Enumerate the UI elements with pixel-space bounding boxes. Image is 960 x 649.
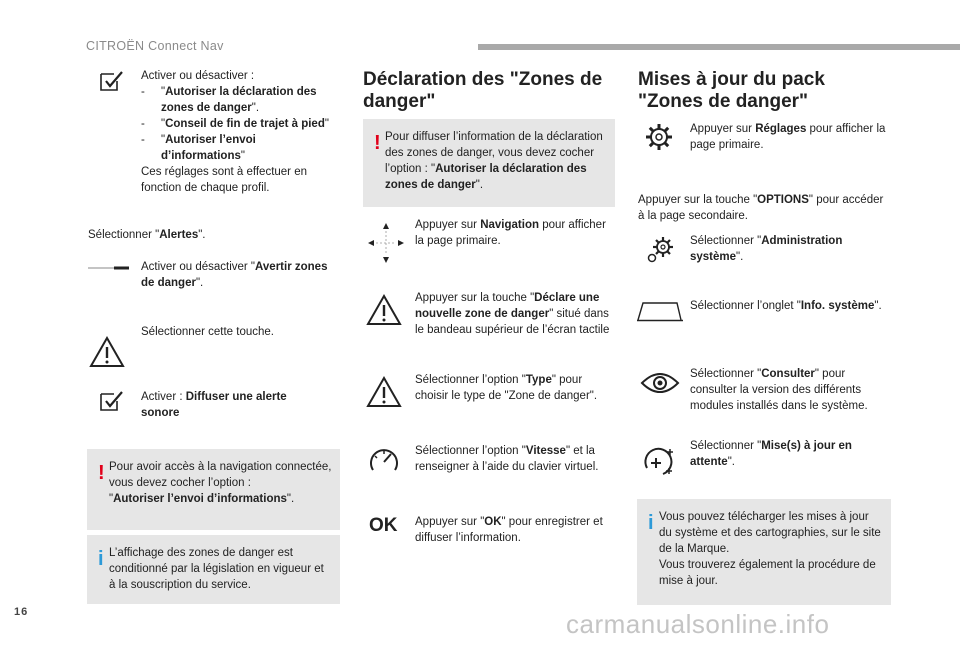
checkbox-icon (100, 390, 126, 412)
header-title: CITROËN Connect Nav (86, 39, 224, 53)
step-pending-updates: Sélectionner "Mise(s) à jour en attente". (690, 440, 852, 468)
info-text: Vous pouvez télécharger les mises à jour du système et des cartographies, sur le site de la Marque. Vous trouverez également la procédure de mise à jour. (659, 511, 881, 587)
header-bar (478, 44, 960, 50)
options-instruction: Appuyer sur la touche "OPTIONS" pour accéder à la page secondaire. (638, 194, 884, 222)
sound-alert-step: Activer : Diffuser une alerte sonore (141, 391, 287, 419)
warning-triangle-icon (89, 336, 125, 368)
step-info-tab: Sélectionner l’onglet "Info. système". (690, 300, 882, 312)
step-press-ok: Appuyer sur "OK" pour enregistrer et diffuser l’information. (415, 516, 603, 544)
list-item: - "Autoriser la déclaration des zones de danger". (141, 86, 317, 114)
update-plus-icon (642, 446, 676, 476)
warning-triangle-icon (366, 376, 402, 408)
info-icon: i (648, 512, 654, 534)
warning-text: Pour diffuser l’information de la déclaration des zones de danger, vous devez cocher l’option : "Autoriser la déclaration des zones de danger". (385, 131, 603, 191)
exclamation-icon: ! (374, 132, 381, 154)
toggle-line-icon (88, 266, 130, 272)
step-select-speed: Sélectionner l’option "Vitesse" et la renseigner à l’aide du clavier virtuel. (415, 445, 599, 473)
exclamation-icon: ! (98, 462, 105, 484)
warning-triangle-icon (366, 294, 402, 326)
info-icon: i (98, 548, 104, 570)
step-select-type: Sélectionner l’option "Type" pour choisir le type de "Zone de danger". (415, 374, 598, 402)
step-declare-zone: Appuyer sur la touche "Déclare une nouvelle zone de danger" situé dans le bandeau supérieur de l’écran tactile (415, 292, 610, 336)
watermark: carmanualsonline.info (566, 609, 830, 639)
privacy-settings-block (141, 68, 341, 196)
info-text: L’affichage des zones de danger est conditionné par la législation en vigueur et à la souscription du service. (109, 547, 324, 591)
warning-text: Pour avoir accès à la navigation connectée, vous devez cocher l’option : "Autoriser l’envoi d’informations". (109, 461, 332, 505)
warning-box (87, 449, 340, 530)
list-item: - "Conseil de fin de trajet à pied" (141, 118, 329, 130)
warning-box (363, 119, 615, 207)
list-item: - "Autoriser l’envoi d’informations" (141, 134, 256, 162)
select-touch-step: Sélectionner cette touche. (141, 326, 274, 338)
navigation-arrows-icon (366, 221, 406, 265)
block-intro: Activer ou désactiver : (141, 70, 255, 82)
step-navigation: Appuyer sur Navigation pour afficher la page primaire. (415, 219, 606, 247)
checkbox-icon (100, 70, 126, 92)
select-alerts: Sélectionner "Alertes". (88, 229, 206, 241)
step-system-admin: Sélectionner "Administration système". (690, 235, 843, 263)
info-box (637, 499, 891, 605)
page-number: 16 (14, 606, 29, 618)
ok-icon: OK (369, 515, 398, 536)
system-gears-icon (645, 234, 675, 264)
step-consult: Sélectionner "Consulter" pour consulter la version des différents modules installés dans le système. (690, 368, 868, 412)
block-note: Ces réglages sont à effectuer en fonction de chaque profil. (141, 166, 308, 194)
step-settings: Appuyer sur Réglages pour afficher la page primaire. (690, 123, 886, 151)
eye-icon (640, 370, 680, 396)
section-title: Mises à jour du pack "Zones de danger" (638, 69, 825, 112)
speedometer-icon (368, 446, 400, 474)
danger-zone-alert-step: Activer ou désactiver "Avertir zones de danger". (141, 261, 328, 289)
info-box (87, 535, 340, 604)
gear-icon (644, 122, 674, 152)
section-title: Déclaration des "Zones de danger" (363, 69, 603, 112)
tab-icon (637, 300, 683, 322)
